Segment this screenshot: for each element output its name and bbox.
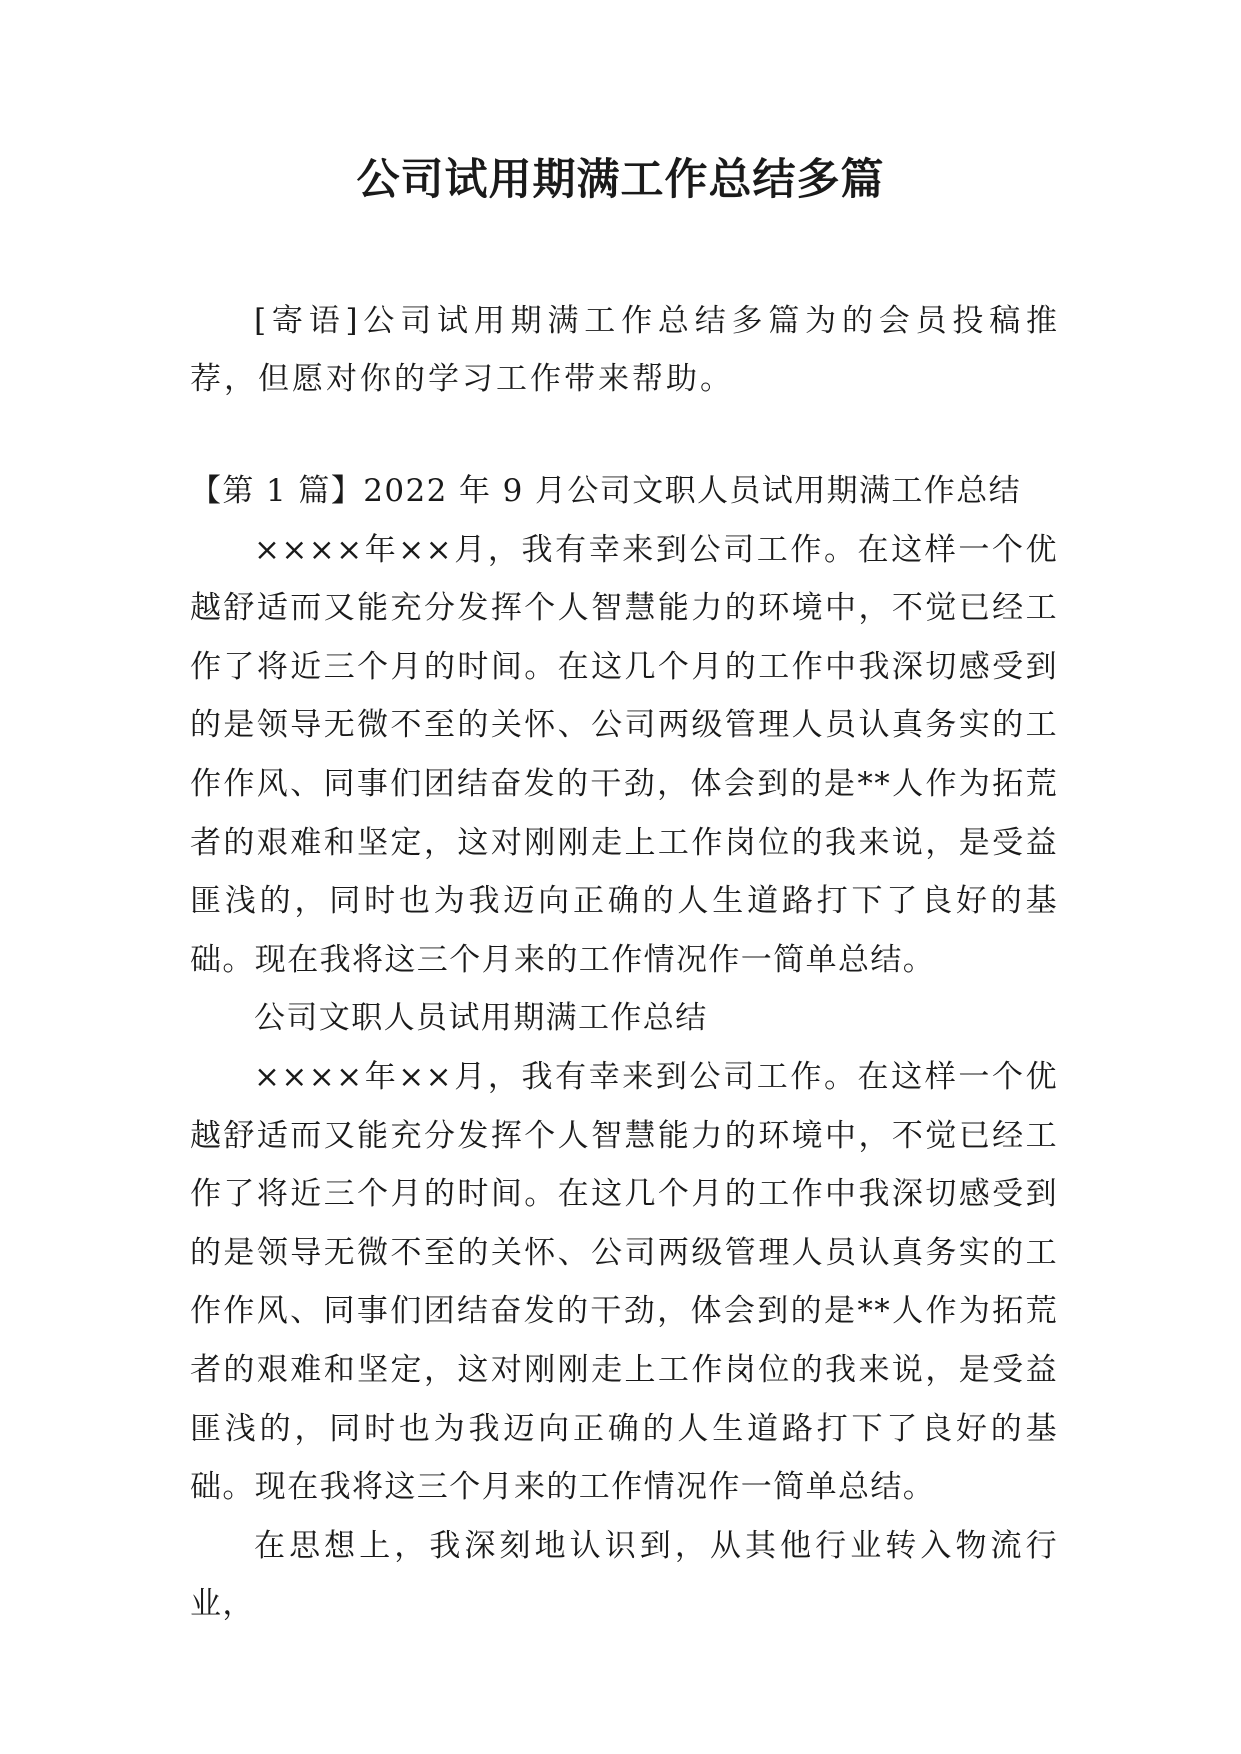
- document-title: 公司试用期满工作总结多篇: [356, 155, 885, 205]
- body-paragraph-3: 在思想上，我深刻地认识到，从其他行业转入物流行业，: [190, 1527, 1058, 1623]
- body-paragraph-2: ××××年××月，我有幸来到公司工作。在这样一个优越舒适而又能充分发挥个人智慧能力的环境中，不觉已经工作了将近三个月的时间。在这几个月的工作中我深切感受到的是领导无微不至的关怀、公司两级管理人员认真务实的工作作风、同事们团结奋发的干劲，体会到的是**人作为拓荒者的艰难和坚定，这对刚刚走上工作岗位的我来说，是受益匪浅的，同时也为我迈向正确的人生道路打下了良好的基础。现在我将这三个月来的工作情况作一简单总结。: [190, 1058, 1058, 1506]
- subheading: 公司文职人员试用期满工作总结: [254, 1000, 708, 1037]
- section-heading: 【第 1 篇】2022 年 9 月公司文职人员试用期满工作总结: [190, 473, 1022, 509]
- document-body: [190, 462, 1058, 1634]
- body-paragraph-1: ××××年××月，我有幸来到公司工作。在这样一个优越舒适而又能充分发挥个人智慧能力的环境中，不觉已经工作了将近三个月的时间。在这几个月的工作中我深切感受到的是领导无微不至的关怀、公司两级管理人员认真务实的工作作风、同事们团结奋发的干劲，体会到的是**人作为拓荒者的艰难和坚定，这对刚刚走上工作岗位的我来说，是受益匪浅的，同时也为我迈向正确的人生道路打下了良好的基础。现在我将这三个月来的工作情况作一简单总结。: [190, 531, 1058, 978]
- intro-paragraph: [寄语]公司试用期满工作总结多篇为的会员投稿推荐，但愿对你的学习工作带来帮助。: [190, 303, 1060, 397]
